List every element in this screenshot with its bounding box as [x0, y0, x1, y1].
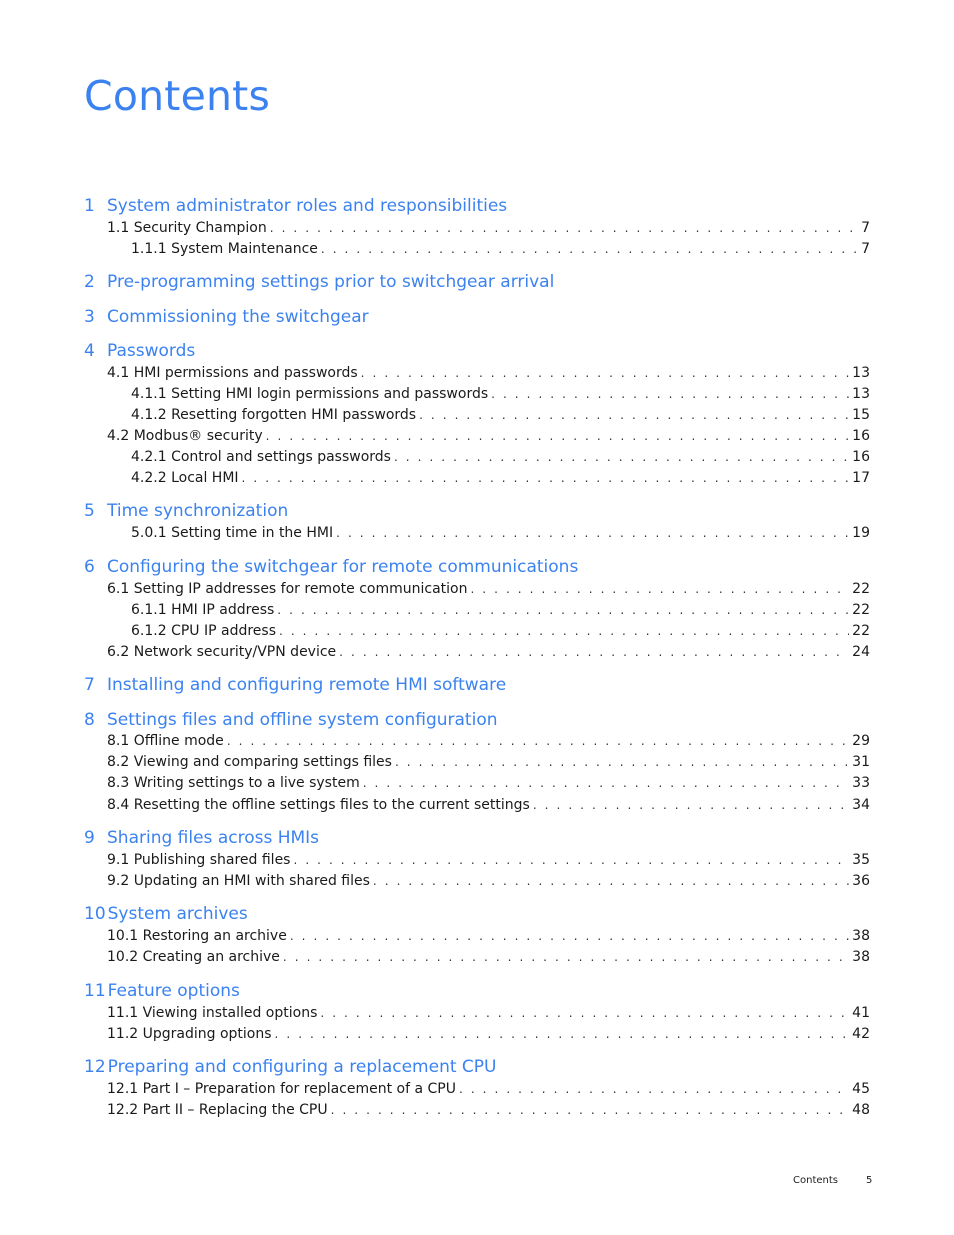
chapter-title: Time synchronization	[107, 501, 289, 521]
dot-leader	[361, 365, 850, 382]
toc-entry[interactable]	[131, 449, 870, 466]
toc-entry[interactable]	[107, 852, 870, 869]
entry-label: 11.1 Viewing installed options	[107, 1005, 318, 1021]
dot-leader	[491, 386, 849, 403]
dot-leader	[320, 1005, 849, 1022]
dot-leader	[293, 852, 849, 869]
entry-label: 8.3 Writing settings to a live system	[107, 775, 360, 791]
dot-leader	[266, 428, 850, 445]
chapter-number: 3	[84, 307, 95, 327]
chapter-title: Settings files and offline system configuration	[107, 710, 498, 730]
toc-chapter-9[interactable]	[84, 828, 319, 848]
entry-label: 4.2.1 Control and settings passwords	[131, 449, 391, 465]
chapter-title: Preparing and configuring a replacement CPU	[107, 1057, 497, 1077]
chapter-number: 8	[84, 710, 95, 730]
dot-leader	[533, 797, 849, 814]
toc-entry[interactable]	[107, 428, 870, 445]
entry-page: 34	[852, 797, 870, 813]
entry-page: 38	[852, 928, 870, 944]
toc-chapter-1[interactable]	[84, 196, 507, 216]
chapter-number: 7	[84, 675, 95, 695]
entry-page: 22	[852, 602, 870, 618]
entry-label: 9.1 Publishing shared files	[107, 852, 291, 868]
entry-label: 4.1.2 Resetting forgotten HMI passwords	[131, 407, 417, 423]
entry-label: 6.1.2 CPU IP address	[131, 623, 277, 639]
toc-entry[interactable]	[131, 386, 870, 403]
toc-entry[interactable]	[107, 1026, 870, 1043]
dot-leader	[339, 644, 849, 661]
entry-label: 4.1.1 Setting HMI login permissions and passwords	[131, 386, 489, 402]
toc-chapter-2[interactable]	[84, 272, 554, 292]
toc-entry[interactable]	[107, 873, 870, 890]
toc-entry[interactable]	[131, 602, 870, 619]
toc-chapter-8[interactable]	[84, 710, 498, 730]
toc-chapter-6[interactable]	[84, 557, 578, 577]
chapter-number: 5	[84, 501, 95, 521]
footer-page-number: 5	[865, 1175, 873, 1186]
entry-page: 38	[852, 949, 870, 965]
toc-entry[interactable]	[107, 797, 870, 814]
toc-entry[interactable]	[107, 754, 870, 771]
entry-page: 7	[861, 241, 870, 257]
chapter-title: Commissioning the switchgear	[107, 307, 369, 327]
dot-leader	[470, 581, 849, 598]
entry-label: 6.1 Setting IP addresses for remote communication	[107, 581, 468, 597]
entry-label: 8.1 Offline mode	[107, 733, 224, 749]
toc-entry[interactable]	[107, 1081, 870, 1098]
entry-page: 48	[852, 1102, 870, 1118]
toc-entry[interactable]	[131, 470, 870, 487]
entry-page: 16	[852, 428, 870, 444]
entry-label: 10.2 Creating an archive	[107, 949, 280, 965]
chapter-number: 1	[84, 196, 95, 216]
entry-label: 1.1.1 System Maintenance	[131, 241, 318, 257]
chapter-number: 10	[84, 904, 106, 924]
entry-page: 7	[861, 220, 870, 236]
chapter-title: System administrator roles and responsibilities	[107, 196, 508, 216]
entry-page: 36	[852, 873, 870, 889]
dot-leader	[321, 241, 858, 258]
chapter-number: 12	[84, 1057, 106, 1077]
entry-page: 35	[852, 852, 870, 868]
entry-page: 13	[852, 386, 870, 402]
dot-leader	[419, 407, 849, 424]
entry-page: 19	[852, 525, 870, 541]
chapter-number: 6	[84, 557, 95, 577]
entry-label: 12.2 Part II – Replacing the CPU	[107, 1102, 328, 1118]
toc-entry[interactable]	[107, 1102, 870, 1119]
entry-label: 5.0.1 Setting time in the HMI	[131, 525, 334, 541]
dot-leader	[395, 754, 849, 771]
toc-entry[interactable]	[107, 1005, 870, 1022]
entry-label: 4.2 Modbus® security	[107, 428, 263, 444]
toc-chapter-5[interactable]	[84, 501, 288, 521]
toc-chapter-3[interactable]	[84, 307, 369, 327]
toc-chapter-4[interactable]	[84, 341, 195, 361]
entry-page: 29	[852, 733, 870, 749]
dot-leader	[331, 1102, 850, 1119]
entry-label: 6.2 Network security/VPN device	[107, 644, 337, 660]
chapter-title: Pre-programming settings prior to switchgear arrival	[107, 272, 555, 292]
page-title: Contents	[84, 72, 271, 120]
entry-page: 45	[852, 1081, 870, 1097]
toc-entry[interactable]	[107, 733, 870, 750]
chapter-number: 11	[84, 981, 106, 1001]
entry-label: 6.1.1 HMI IP address	[131, 602, 275, 618]
toc-entry[interactable]	[131, 241, 870, 258]
entry-page: 24	[852, 644, 870, 660]
dot-leader	[394, 449, 849, 466]
page-footer	[793, 1175, 872, 1186]
toc-entry[interactable]	[131, 623, 870, 640]
entry-page: 16	[852, 449, 870, 465]
chapter-title: Sharing files across HMIs	[107, 828, 320, 848]
dot-leader	[290, 928, 849, 945]
toc-entry[interactable]	[131, 525, 870, 542]
entry-page: 41	[852, 1005, 870, 1021]
toc-chapter-11[interactable]	[84, 981, 240, 1001]
toc-entry[interactable]	[107, 365, 870, 382]
toc-entry[interactable]	[107, 581, 870, 598]
entry-label: 1.1 Security Champion	[107, 220, 267, 236]
entry-label: 12.1 Part I – Preparation for replacement of a CPU	[107, 1081, 456, 1097]
chapter-title: Configuring the switchgear for remote communications	[107, 557, 579, 577]
dot-leader	[336, 525, 849, 542]
dot-leader	[459, 1081, 849, 1098]
dot-leader	[270, 220, 858, 237]
entry-page: 22	[852, 581, 870, 597]
dot-leader	[283, 949, 849, 966]
toc-chapter-12[interactable]	[84, 1057, 496, 1077]
chapter-number: 4	[84, 341, 95, 361]
entry-label: 11.2 Upgrading options	[107, 1026, 272, 1042]
toc-chapter-7[interactable]	[84, 675, 506, 695]
entry-label: 8.4 Resetting the offline settings files to the current settings	[107, 797, 530, 813]
entry-label: 4.1 HMI permissions and passwords	[107, 365, 358, 381]
entry-page: 31	[852, 754, 870, 770]
entry-label: 10.1 Restoring an archive	[107, 928, 287, 944]
entry-page: 17	[852, 470, 870, 486]
entry-page: 15	[852, 407, 870, 423]
toc-entry[interactable]	[107, 949, 870, 966]
dot-leader	[242, 470, 850, 487]
dot-leader	[363, 775, 849, 792]
entry-page: 13	[852, 365, 870, 381]
footer-section: Contents	[793, 1175, 838, 1186]
chapter-number: 2	[84, 272, 95, 292]
chapter-title: Feature options	[107, 981, 240, 1001]
entry-page: 33	[852, 775, 870, 791]
entry-page: 42	[852, 1026, 870, 1042]
toc-chapter-10[interactable]	[84, 904, 248, 924]
chapter-title: Installing and configuring remote HMI software	[107, 675, 507, 695]
dot-leader	[227, 733, 849, 750]
dot-leader	[277, 602, 849, 619]
dot-leader	[279, 623, 849, 640]
entry-label: 8.2 Viewing and comparing settings files	[107, 754, 392, 770]
entry-page: 22	[852, 623, 870, 639]
chapter-number: 9	[84, 828, 95, 848]
entry-label: 4.2.2 Local HMI	[131, 470, 239, 486]
toc-entry[interactable]	[131, 407, 870, 424]
chapter-title: Passwords	[107, 341, 196, 361]
entry-label: 9.2 Updating an HMI with shared files	[107, 873, 370, 889]
toc-entry[interactable]	[107, 644, 870, 661]
dot-leader	[373, 873, 849, 890]
toc-entry[interactable]	[107, 220, 870, 237]
toc-entry[interactable]	[107, 928, 870, 945]
dot-leader	[275, 1026, 850, 1043]
toc-entry[interactable]	[107, 775, 870, 792]
chapter-title: System archives	[107, 904, 248, 924]
